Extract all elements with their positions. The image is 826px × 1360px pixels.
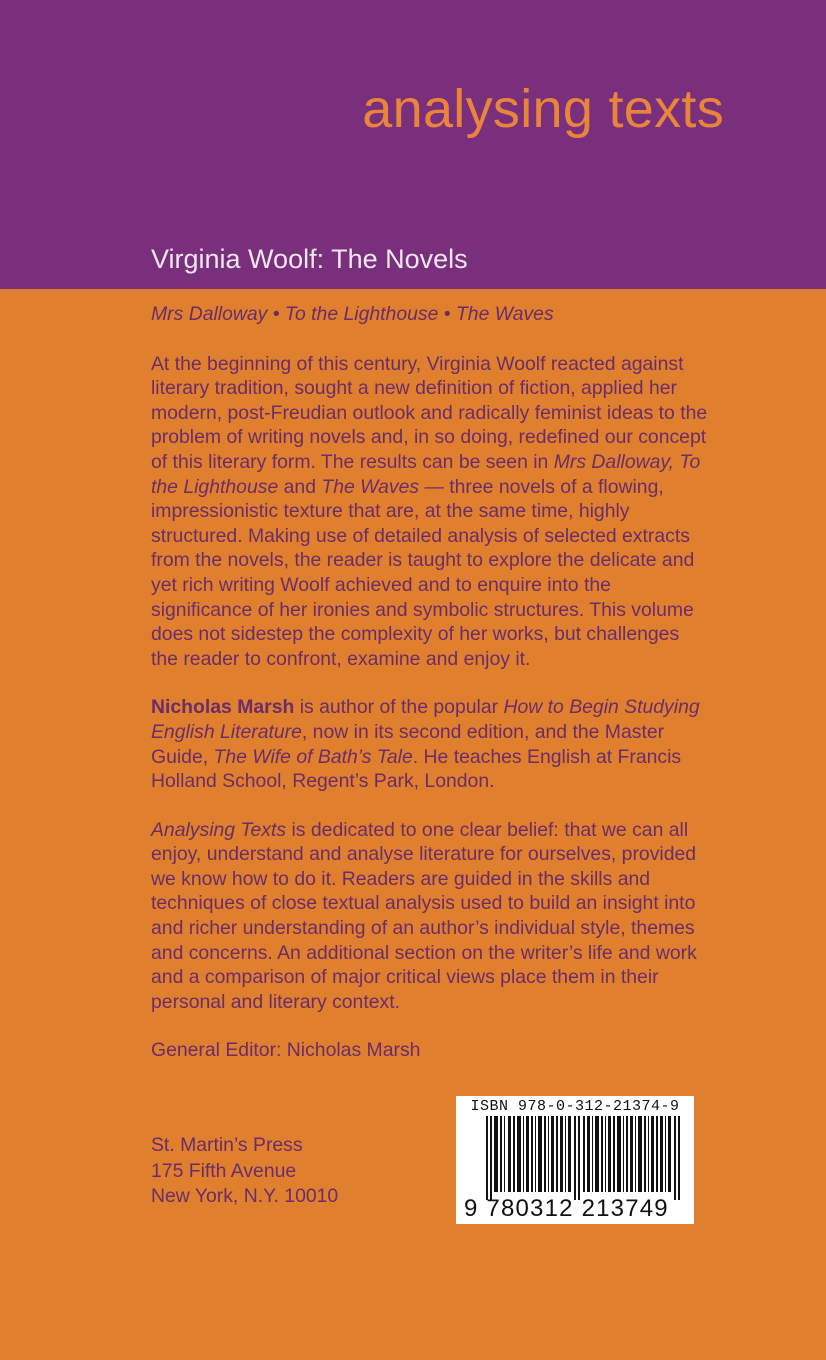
isbn-digits: 9 780312 213749 bbox=[464, 1195, 669, 1222]
series-blurb-text: is dedicated to one clear belief: that we can all enjoy, understand and analyse literature for ourselves, provided we know how to do it. Readers are guided in the skills and techniques of close textual analysis used to build an insight into and richer understanding of an author’s individual style, themes and concerns. An additional section on the writer’s life and work and a comparison of major critical views place them in their personal and literary context. bbox=[151, 818, 697, 1013]
publisher-name: St. Martin’s Press bbox=[151, 1134, 303, 1156]
description-italic-1: Mrs Dalloway, To the Lighthouse bbox=[151, 450, 701, 498]
description-text-2: and bbox=[278, 475, 322, 498]
description-text-3: — three novels of a flowing, impressionistic texture that are, at the same time, highly structured. Making use of detailed analysis of selected extracts from the novels, the reader is taught to explore the delicate and yet rich writing Woolf achieved and to enquire into the significance of her ironies and symbolic structures. This volume does not sidestep the complexity of her works, but challenges the reader to confront, examine and enjoy it. bbox=[151, 475, 695, 670]
isbn-barcode bbox=[456, 1096, 694, 1224]
description-italic-2: The Waves bbox=[321, 475, 420, 498]
main-content bbox=[151, 302, 711, 1063]
author-bio-text-3: . He teaches English at Francis Holland School, Regent’s Park, London. bbox=[151, 745, 682, 793]
novels-list: Mrs Dalloway • To the Lighthouse • The Waves bbox=[151, 303, 554, 325]
header-band bbox=[0, 0, 826, 289]
isbn-label: ISBN 978-0-312-21374-9 bbox=[470, 1098, 680, 1115]
author-bio bbox=[151, 695, 711, 793]
author-bio-text-2: , now in its second edition, and the Master Guide, bbox=[151, 720, 665, 768]
author-bio-italic-1: How to Begin Studying English Literature bbox=[151, 696, 700, 743]
publisher-city: New York, N.Y. 10010 bbox=[151, 1185, 339, 1207]
book-title: Virginia Woolf: The Novels bbox=[151, 244, 468, 274]
publisher-address bbox=[151, 1133, 338, 1210]
general-editor: General Editor: Nicholas Marsh bbox=[151, 1039, 421, 1062]
series-blurb-italic: Analysing Texts bbox=[151, 818, 287, 841]
author-bio-text-1: is author of the popular bbox=[294, 696, 504, 719]
author-bio-italic-2: The Wife of Bath’s Tale bbox=[213, 745, 413, 768]
series-title: analysing texts bbox=[362, 79, 724, 139]
barcode-bars bbox=[486, 1116, 682, 1200]
description-text-1: At the beginning of this century, Virginia Woolf reacted against literary tradition, sought a new definition of fiction, applied her modern, post-Freudian outlook and radically feminist ideas to the problem of writing novels and, in so doing, redefined our concept of this literary form. The results can be seen in bbox=[151, 352, 708, 473]
description-paragraph bbox=[151, 352, 711, 672]
series-blurb bbox=[151, 818, 711, 1015]
author-name: Nicholas Marsh bbox=[151, 696, 295, 719]
publisher-street: 175 Fifth Avenue bbox=[151, 1159, 297, 1182]
